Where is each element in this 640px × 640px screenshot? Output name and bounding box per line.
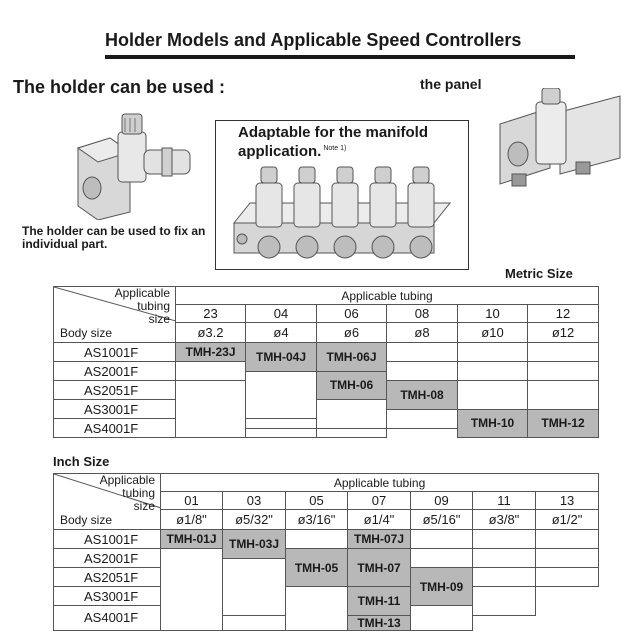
metric-empty-cell xyxy=(387,362,458,381)
inch-body-cell: AS2001F xyxy=(54,549,161,568)
inch-empty-cell xyxy=(473,568,536,587)
panel-label: the panel xyxy=(420,76,482,92)
inch-holder-cell: TMH-09 xyxy=(411,568,473,606)
inch-empty-cell xyxy=(536,568,599,587)
metric-body-cell: AS2051F xyxy=(54,381,176,400)
metric-empty-cell xyxy=(458,343,528,362)
inch-code-cell: 07 xyxy=(348,492,411,510)
holder-caption: The holder can be used to fix an individual part. xyxy=(22,224,206,251)
metric-empty-cell xyxy=(528,343,599,362)
inch-corner-body: Body size xyxy=(60,513,113,527)
metric-body-cell: AS3001F xyxy=(54,400,176,419)
inch-holder-cell: TMH-07J xyxy=(348,530,411,549)
inch-diameter-cell: ø3/16" xyxy=(286,510,348,530)
metric-empty-cell xyxy=(246,371,317,419)
inch-empty-cell xyxy=(411,606,473,631)
inch-diameter-cell: ø3/8" xyxy=(473,510,536,530)
inch-code-cell: 05 xyxy=(286,492,348,510)
manifold-caption-line1: Adaptable for the manifold xyxy=(238,124,429,141)
metric-code-cell: 06 xyxy=(317,305,387,323)
inch-empty-cell xyxy=(473,549,536,568)
metric-corner-cell xyxy=(54,287,176,343)
inch-body-cell: AS4001F xyxy=(54,606,161,631)
metric-diameter-cell: ø12 xyxy=(528,323,599,343)
inch-empty-cell xyxy=(411,530,473,549)
metric-corner-size: size xyxy=(148,312,170,326)
inch-code-cell: 09 xyxy=(411,492,473,510)
inch-size-table xyxy=(53,473,599,631)
metric-holder-cell: TMH-06J xyxy=(317,343,387,372)
page-title: Holder Models and Applicable Speed Controllers xyxy=(105,30,522,50)
metric-empty-cell xyxy=(246,428,317,438)
metric-empty-cell xyxy=(458,381,528,410)
inch-heading: Inch Size xyxy=(53,454,110,469)
metric-empty-cell xyxy=(528,381,599,410)
metric-code-cell: 12 xyxy=(528,305,599,323)
inch-code-cell: 13 xyxy=(536,492,599,510)
metric-diameter-cell: ø3.2 xyxy=(176,323,246,343)
inch-holder-cell: TMH-07 xyxy=(348,549,411,587)
metric-empty-cell xyxy=(317,428,387,438)
inch-empty-cell xyxy=(286,530,348,549)
metric-empty-cell xyxy=(458,362,528,381)
metric-holder-cell: TMH-08 xyxy=(387,381,458,410)
metric-body-cell: AS4001F xyxy=(54,419,176,438)
inch-holder-cell: TMH-05 xyxy=(286,549,348,587)
inch-empty-cell xyxy=(536,549,599,568)
inch-code-cell: 01 xyxy=(161,492,223,510)
inch-group-header: Applicable tubing xyxy=(161,474,599,492)
single-holder-image xyxy=(70,108,200,220)
inch-holder-cell: TMH-03J xyxy=(223,530,286,559)
metric-empty-cell xyxy=(387,343,458,362)
manifold-caption xyxy=(238,125,428,160)
inch-empty-cell xyxy=(161,549,223,631)
metric-code-cell: 04 xyxy=(246,305,317,323)
title-underline xyxy=(105,55,575,59)
inch-empty-cell xyxy=(536,530,599,549)
metric-corner-body: Body size xyxy=(60,326,113,340)
metric-group-header: Applicable tubing xyxy=(176,287,599,305)
inch-diameter-cell: ø1/2" xyxy=(536,510,599,530)
inch-diameter-cell: ø1/4" xyxy=(348,510,411,530)
metric-code-cell: 23 xyxy=(176,305,246,323)
inch-corner-applicable: Applicable xyxy=(99,473,155,487)
manifold-note: Note 1) xyxy=(323,145,347,152)
metric-empty-cell xyxy=(176,362,246,381)
inch-body-cell: AS2051F xyxy=(54,568,161,587)
metric-corner-applicable: Applicable xyxy=(114,286,170,300)
inch-corner-size: size xyxy=(133,499,155,513)
inch-corner-cell xyxy=(54,474,161,530)
metric-empty-cell xyxy=(317,400,387,429)
metric-holder-cell: TMH-06 xyxy=(317,371,387,400)
inch-code-cell: 03 xyxy=(223,492,286,510)
metric-empty-cell xyxy=(387,409,458,428)
metric-corner-tubing: tubing xyxy=(137,299,170,313)
inch-diameter-cell: ø5/32" xyxy=(223,510,286,530)
panel-mount-image xyxy=(490,88,630,198)
metric-size-table xyxy=(53,286,599,438)
inch-holder-cell: TMH-01J xyxy=(161,530,223,549)
manifold-caption-line2: application. xyxy=(238,143,322,160)
inch-body-cell: AS3001F xyxy=(54,587,161,606)
inch-holder-cell: TMH-13 xyxy=(348,615,411,630)
inch-empty-cell xyxy=(223,615,286,630)
inch-code-cell: 11 xyxy=(473,492,536,510)
inch-empty-cell xyxy=(286,587,348,631)
metric-empty-cell xyxy=(176,381,246,438)
inch-diameter-cell: ø5/16" xyxy=(411,510,473,530)
metric-heading: Metric Size xyxy=(505,266,573,281)
inch-empty-cell xyxy=(223,558,286,615)
inch-body-cell: AS1001F xyxy=(54,530,161,549)
inch-empty-cell xyxy=(473,530,536,549)
metric-body-cell: AS2001F xyxy=(54,362,176,381)
metric-empty-cell xyxy=(528,362,599,381)
inch-empty-cell xyxy=(473,587,536,616)
inch-corner-tubing: tubing xyxy=(122,486,155,500)
holder-heading: The holder can be used : xyxy=(13,77,226,97)
metric-holder-cell: TMH-04J xyxy=(246,343,317,372)
metric-diameter-cell: ø4 xyxy=(246,323,317,343)
metric-diameter-cell: ø8 xyxy=(387,323,458,343)
metric-holder-cell: TMH-10 xyxy=(458,409,528,438)
inch-empty-cell xyxy=(411,549,473,568)
metric-code-cell: 08 xyxy=(387,305,458,323)
metric-diameter-cell: ø10 xyxy=(458,323,528,343)
manifold-image xyxy=(228,163,456,265)
inch-diameter-cell: ø1/8" xyxy=(161,510,223,530)
metric-body-cell: AS1001F xyxy=(54,343,176,362)
metric-code-cell: 10 xyxy=(458,305,528,323)
metric-holder-cell: TMH-23J xyxy=(176,343,246,362)
metric-diameter-cell: ø6 xyxy=(317,323,387,343)
inch-holder-cell: TMH-11 xyxy=(348,587,411,616)
metric-holder-cell: TMH-12 xyxy=(528,409,599,438)
